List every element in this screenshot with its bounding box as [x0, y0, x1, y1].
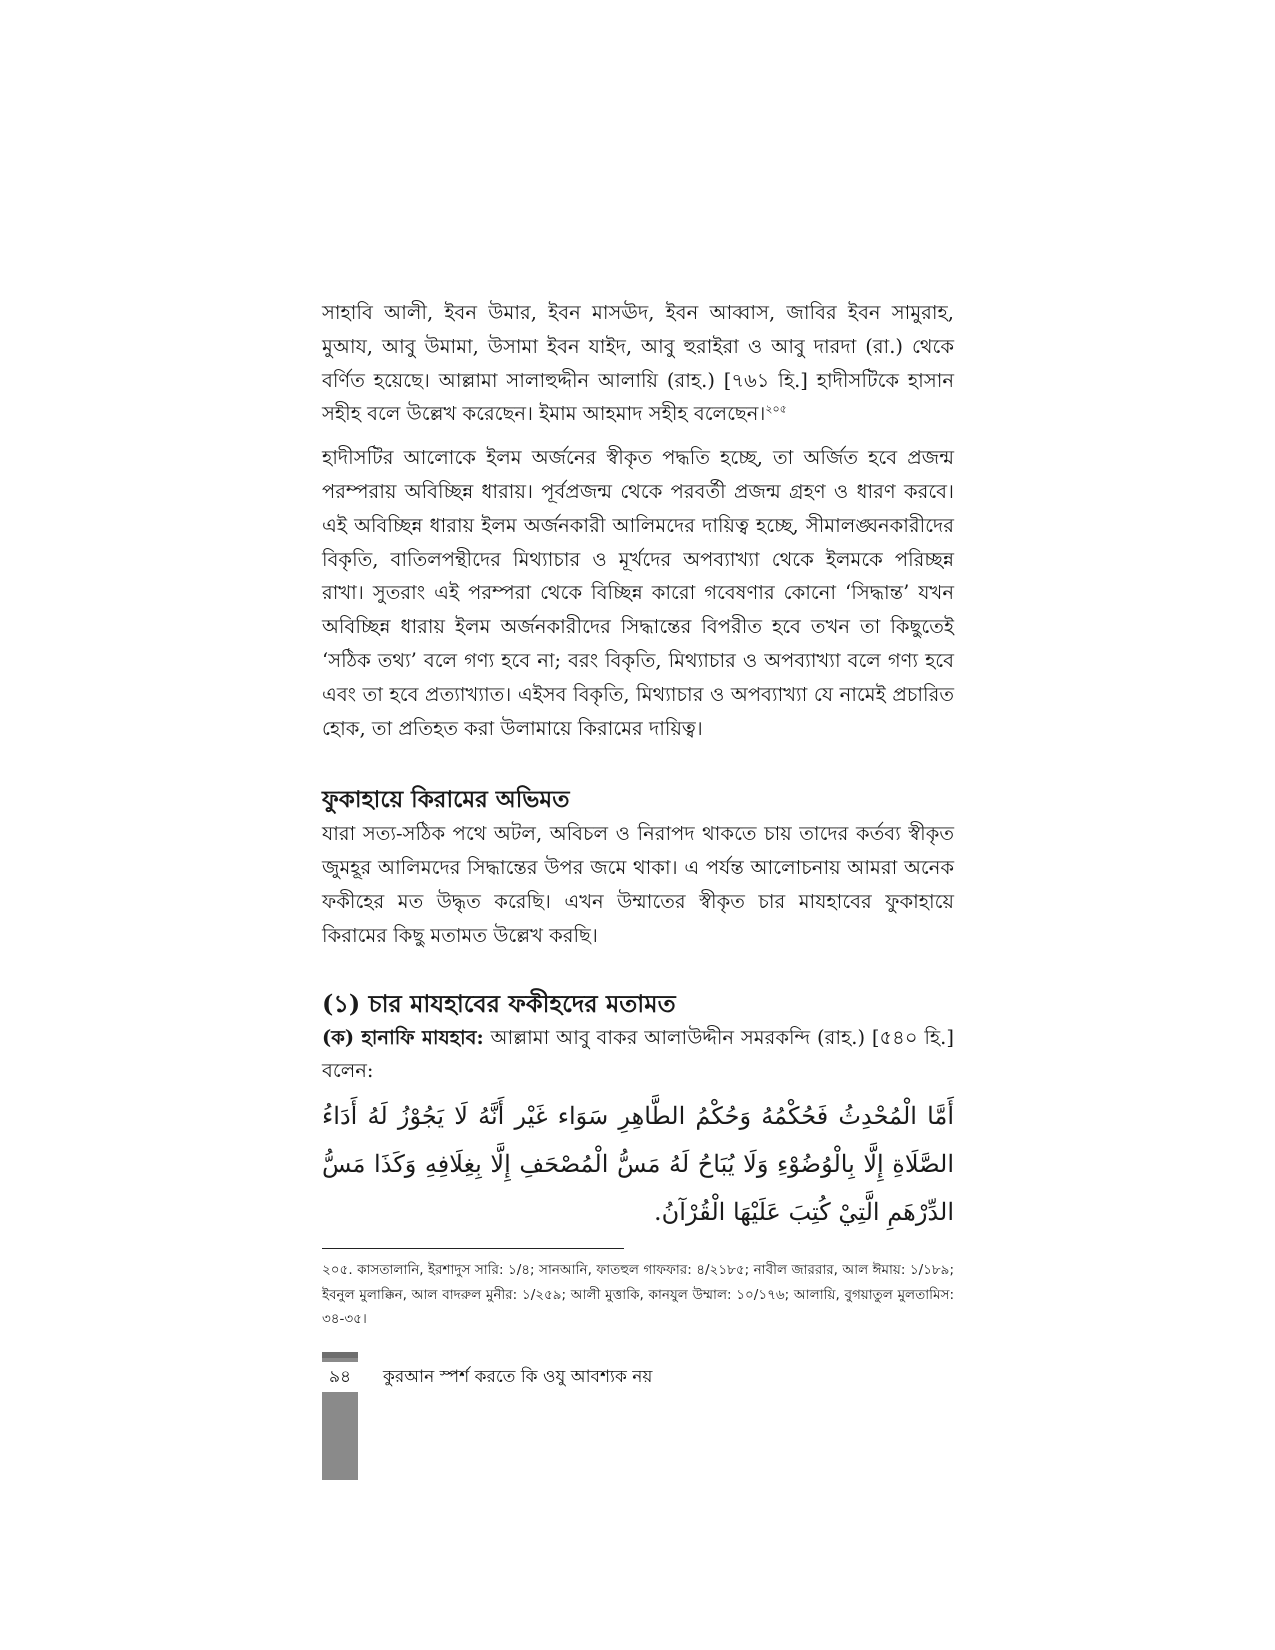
- paragraph-1-text: সাহাবি আলী, ইবন উমার, ইবন মাসঊদ, ইবন আব্বাস, জাবির ইবন সামুরাহ, মুআয, আবু উমামা, উসামা ইবন যাইদ, আবু হুরাইরা ও আবু দারদা (রা.) থেকে বর্ণিত হয়েছে। আল্লামা সালাহুদ্দীন আলায়ি (রাহ.) [৭৬১ হি.] হাদীসটিকে হাসান সহীহ বলে উল্লেখ করেছেন। ইমাম আহমাদ সহীহ বলেছেন।: [322, 301, 954, 426]
- hanafi-madhhab-label: (ক) হানাফি মাযহাব:: [322, 1025, 484, 1049]
- page-body: [322, 296, 954, 1236]
- running-title: কুরআন স্পর্শ করতে কি ওযু আবশ্যক নয়: [383, 1367, 653, 1387]
- body-paragraph-3: যারা সত্য-সঠিক পথে অটল, অবিচল ও নিরাপদ থাকতে চায় তাদের কর্তব্য স্বীকৃত জুমহূর আলিমদের সিদ্ধান্তের উপর জমে থাকা। এ পর্যন্ত আলোচনায় আমরা অনেক ফকীহের মত উদ্ধৃত করেছি। এখন উম্মাতের স্বীকৃত চার মাযহাবের ফুকাহায়ে কিরামের কিছু মতামত উল্লেখ করছি।: [322, 822, 954, 947]
- folio-bar-cap: [322, 1352, 358, 1358]
- section-heading-four-madhhabs: (১) চার মাযহাবের ফকীহদের মতামত: [322, 988, 676, 1018]
- body-paragraph-4: [322, 1021, 954, 1089]
- page-number: ৯৪: [322, 1362, 358, 1392]
- body-paragraph-2: হাদীসটির আলোকে ইলম অর্জনের স্বীকৃত পদ্ধতি হচ্ছে, তা অর্জিত হবে প্রজন্ম পরম্পরায় অবিচ্ছিন্ন ধারায়। পূর্বপ্রজন্ম থেকে পরবর্তী প্রজন্ম গ্রহণ ও ধারণ করবে। এই অবিচ্ছিন্ন ধারায় ইলম অর্জনকারী আলিমদের দায়িত্ব হচ্ছে, সীমালঙ্ঘনকারীদের বিকৃতি, বাতিলপন্থীদের মিথ্যাচার ও মূর্খদের অপব্যাখ্যা থেকে ইলমকে পরিচ্ছন্ন রাখা। সুতরাং এই পরম্পরা থেকে বিচ্ছিন্ন কারো গবেষণার কোনো ‘সিদ্ধান্ত’ যখন অবিচ্ছিন্ন ধারায় ইলম অর্জনকারীদের সিদ্ধান্তের বিপরীত হবে তখন তা কিছুতেই ‘সঠিক তথ্য’ বলে গণ্য হবে না; বরং বিকৃতি, মিথ্যাচার ও অপব্যাখ্যা বলে গণ্য হবে এবং তা হবে প্রত্যাখ্যাত। এইসব বিকৃতি, মিথ্যাচার ও অপব্যাখ্যা যে নামেই প্রচারিত হোক, তা প্রতিহত করা উলামায়ে কিরামের দায়িত্ব।: [322, 446, 954, 740]
- arabic-quotation: أَمَّا الْمُحْدِثُ فَحُكْمُهُ وَحُكْمُ الطَّاهِرِ سَوَاء غَيْر أَنَّهُ لَا يَجُوْزُ لَهُ أَدَاءُ الصَّلَاةِ إِلَّا بِالْوُضُوْءِ وَلَا يُبَاحُ لَهُ مَسُّ الْمُصْحَفِ إِلَّا بِغِلَافِهِ وَكَذَا مَسُّ الدِّرْهَمِ الَّتِيْ كُتِبَ عَلَيْهَا الْقُرْآنُ.: [322, 1102, 954, 1227]
- body-paragraph-1: [322, 296, 954, 431]
- footnote-205: ২০৫. কাসতালানি, ইরশাদুস সারি: ১/৪; সানআনি, ফাতহুল গাফফার: ৪/২১৮৫; নাবীল জাররার, আল ঈমায়: ১/১৮৯; ইবনুল মুলাক্কিন, আল বাদরুল মুনীর: ১/২৫৯; আলী মুত্তাকি, কানযুল উম্মাল: ১০/১৭৬; আলায়ি, বুগয়াতুল মুলতামিস: ৩৪-৩৫।: [322, 1262, 954, 1328]
- section-heading-fuqaha: ফুকাহায়ে কিরামের অভিমত: [322, 786, 570, 814]
- footnote-ref-205: ২০৫: [765, 402, 787, 416]
- footnote-divider: [322, 1248, 624, 1249]
- paragraph-4-text: আল্লামা আবু বাকর আলাউদ্দীন সমরকন্দি (রাহ.) [৫৪০ হি.] বলেন:: [322, 1025, 954, 1083]
